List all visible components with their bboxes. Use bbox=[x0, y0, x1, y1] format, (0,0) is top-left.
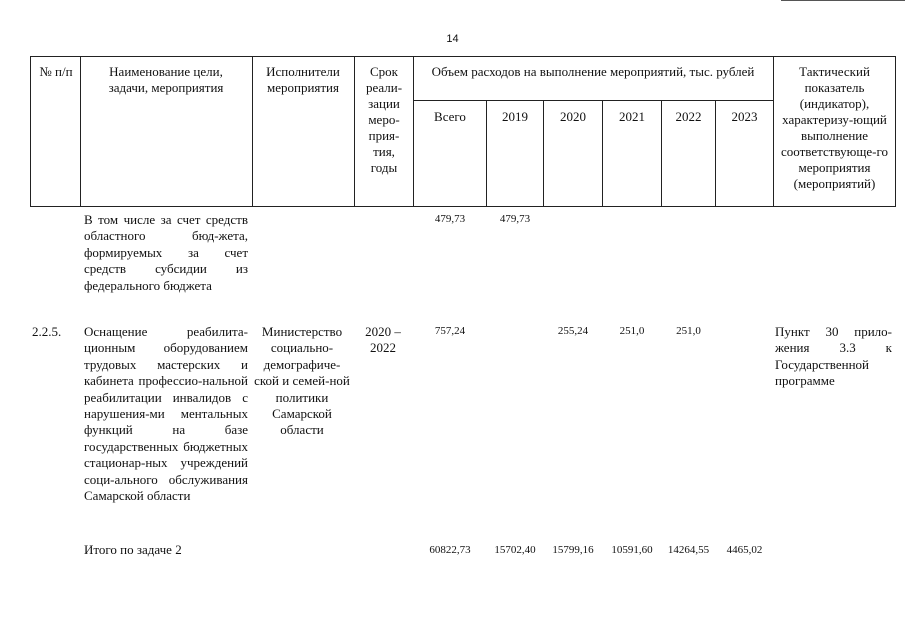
header-vline bbox=[80, 56, 81, 207]
table-header bbox=[30, 56, 896, 207]
row2-2020: 255,24 bbox=[557, 325, 589, 337]
row2-name: Оснащение реабилита-ционным оборудованием трудовых мастерских и кабинета профессио-нальной реабилитации инвалидов с нарушения-ми ментальных функций на базе государственных бюджетных стационар-ных учреждений соци-ального обслуживания Самарской области bbox=[84, 324, 248, 504]
header-num: № п/п bbox=[39, 64, 73, 79]
row2-num: 2.2.5. bbox=[32, 324, 62, 339]
header-2022: 2022 bbox=[675, 109, 702, 124]
header-vline bbox=[354, 56, 355, 207]
row2-executors: Министерство социально-демографиче-ской и семей-ной политики Самарской области bbox=[254, 324, 350, 438]
header-term: Срок реали-зации меро-прия-тия, годы bbox=[365, 64, 403, 175]
header-vline bbox=[895, 56, 896, 207]
header-vline bbox=[30, 56, 31, 207]
row2-2022: 251,0 bbox=[676, 325, 701, 337]
header-year-separator bbox=[413, 100, 773, 101]
row2-total: 757,24 bbox=[434, 325, 466, 337]
header-top-border bbox=[30, 56, 896, 57]
top-edge-line bbox=[781, 0, 905, 1]
total-row-2019: 15702,40 bbox=[494, 544, 536, 556]
row1-name: В том числе за счет средств областного бюд-жета, формируемых за счет средств субсидии из федерального бюджета bbox=[84, 212, 248, 293]
header-total: Всего bbox=[434, 109, 466, 124]
row2-term: 2020 – 2022 bbox=[365, 324, 401, 356]
header-vline bbox=[252, 56, 253, 207]
header-name: Наименование цели, задачи, мероприятия bbox=[108, 64, 224, 95]
row1-total: 479,73 bbox=[434, 213, 466, 225]
header-2020: 2020 bbox=[560, 109, 586, 124]
total-row-2021: 10591,60 bbox=[611, 544, 653, 556]
header-indicator: Тактический показатель (индикатор), характеризу-ющий выполнение соответствующе-го мероприятия (мероприятий) bbox=[781, 64, 888, 191]
total-row-2020: 15799,16 bbox=[552, 544, 594, 556]
total-row-2023: 4465,02 bbox=[726, 544, 763, 556]
total-row-label: Итого по задаче 2 bbox=[84, 542, 182, 557]
header-vline bbox=[773, 56, 774, 207]
header-vline bbox=[413, 56, 414, 207]
row2-2021: 251,0 bbox=[619, 325, 645, 337]
page-number: 14 bbox=[446, 33, 459, 45]
header-executors: Исполнители мероприятия bbox=[266, 64, 340, 95]
total-row-total: 60822,73 bbox=[429, 544, 471, 556]
header-bottom-border bbox=[30, 206, 896, 207]
total-row-2022: 14264,55 bbox=[667, 544, 710, 556]
row1-2019: 479,73 bbox=[499, 213, 531, 225]
header-2019: 2019 bbox=[502, 109, 528, 124]
header-volume: Объем расходов на выполнение мероприятий, тыс. рублей bbox=[431, 64, 755, 79]
row2-indicator: Пункт 30 прило-жения 3.3 к Государственной программе bbox=[775, 324, 892, 389]
header-2023: 2023 bbox=[731, 109, 758, 124]
header-2021: 2021 bbox=[619, 109, 645, 124]
